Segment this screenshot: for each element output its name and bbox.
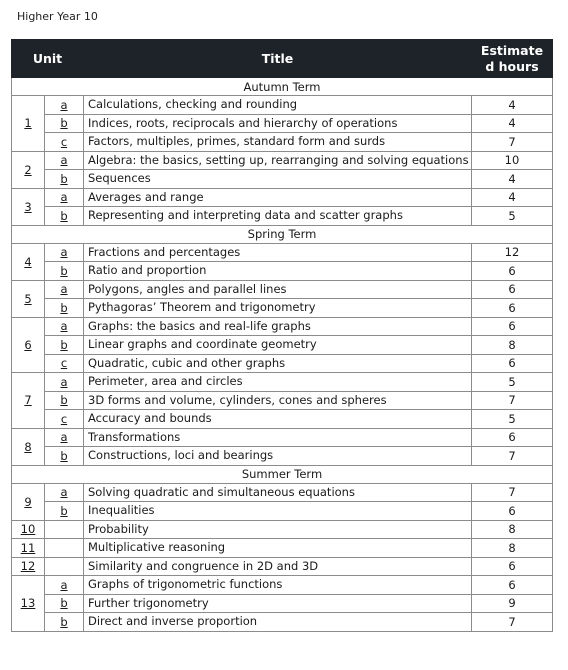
unit-number-link[interactable]: 10 (20, 522, 36, 537)
sub-unit-link[interactable]: b (60, 393, 68, 408)
sub-unit-link[interactable]: a (60, 245, 68, 260)
table-row (12, 317, 553, 336)
table-row (12, 520, 553, 539)
sub-unit-cell (45, 354, 84, 373)
unit-number-cell (12, 428, 45, 465)
sub-unit-link[interactable]: b (60, 448, 68, 463)
sub-unit-cell (45, 96, 84, 115)
topic-title-cell: Indices, roots, reciprocals and hierarchy of operations (84, 114, 472, 133)
estimated-hours-cell: 7 (472, 391, 553, 410)
sub-unit-link[interactable]: b (60, 208, 68, 223)
estimated-hours-cell: 4 (472, 114, 553, 133)
table-row (12, 207, 553, 226)
sub-unit-link[interactable]: a (60, 153, 68, 168)
estimated-hours-cell: 10 (472, 151, 553, 170)
estimated-hours-cell: 7 (472, 133, 553, 152)
estimated-hours-cell: 6 (472, 262, 553, 281)
topic-title-cell: Constructions, loci and bearings (84, 447, 472, 466)
topic-title-cell: Ratio and proportion (84, 262, 472, 281)
sub-unit-cell (45, 207, 84, 226)
topic-title-cell: Multiplicative reasoning (84, 539, 472, 558)
table-row (12, 96, 553, 115)
table-row (12, 133, 553, 152)
table-row (12, 151, 553, 170)
hours-header-line1: Estimate (480, 42, 544, 58)
unit-number-link[interactable]: 5 (24, 291, 32, 306)
estimated-hours-cell: 6 (472, 280, 553, 299)
topic-title-cell: Calculations, checking and rounding (84, 96, 472, 115)
sub-unit-link[interactable]: b (60, 116, 68, 131)
topic-title-cell: Quadratic, cubic and other graphs (84, 354, 472, 373)
unit-number-link[interactable]: 2 (24, 162, 32, 177)
sub-unit-cell (45, 262, 84, 281)
unit-number-link[interactable]: 12 (20, 559, 36, 574)
sub-unit-cell (45, 483, 84, 502)
term-heading: Spring Term (12, 225, 553, 243)
sub-unit-cell (45, 428, 84, 447)
unit-number-link[interactable]: 3 (24, 199, 32, 214)
sub-unit-cell (45, 317, 84, 336)
sub-unit-cell (45, 114, 84, 133)
estimated-hours-cell: 6 (472, 576, 553, 595)
estimated-hours-cell: 6 (472, 428, 553, 447)
table-row (12, 391, 553, 410)
topic-title-cell: Graphs of trigonometric functions (84, 576, 472, 595)
unit-number-link[interactable]: 7 (24, 393, 32, 408)
estimated-hours-cell: 8 (472, 520, 553, 539)
estimated-hours-cell: 4 (472, 96, 553, 115)
topic-title-cell: Probability (84, 520, 472, 539)
sub-unit-cell (45, 170, 84, 189)
sub-unit-link[interactable]: b (60, 337, 68, 352)
unit-number-link[interactable]: 11 (20, 540, 36, 555)
unit-number-cell (12, 317, 45, 373)
topic-title-cell: Direct and inverse proportion (84, 613, 472, 632)
sub-unit-link[interactable]: c (60, 356, 68, 371)
estimated-hours-cell: 7 (472, 483, 553, 502)
table-row (12, 557, 553, 576)
sub-unit-link[interactable]: a (60, 577, 68, 592)
estimated-hours-cell: 6 (472, 502, 553, 521)
table-row (12, 373, 553, 392)
sub-unit-link[interactable]: c (60, 411, 68, 426)
sub-unit-link[interactable]: a (60, 282, 68, 297)
sub-unit-link[interactable]: b (60, 263, 68, 278)
estimated-hours-cell: 8 (472, 336, 553, 355)
term-heading: Autumn Term (12, 78, 553, 96)
unit-number-cell (12, 243, 45, 280)
unit-number-link[interactable]: 9 (24, 494, 32, 509)
sub-unit-cell (45, 502, 84, 521)
sub-unit-cell (45, 299, 84, 318)
sub-unit-cell (45, 151, 84, 170)
sub-unit-link[interactable]: b (60, 614, 68, 629)
sub-unit-cell (45, 133, 84, 152)
unit-number-cell (12, 373, 45, 429)
sub-unit-cell (45, 243, 84, 262)
term-row (12, 465, 553, 483)
topic-title-cell: Similarity and congruence in 2D and 3D (84, 557, 472, 576)
estimated-hours-cell: 6 (472, 557, 553, 576)
table-row (12, 170, 553, 189)
estimated-hours-cell: 5 (472, 410, 553, 429)
unit-number-cell (12, 151, 45, 188)
estimated-hours-cell: 9 (472, 594, 553, 613)
table-row (12, 594, 553, 613)
sub-unit-link[interactable]: b (60, 171, 68, 186)
sub-unit-link[interactable]: a (60, 319, 68, 334)
unit-number-cell (12, 557, 45, 576)
table-row (12, 188, 553, 207)
estimated-hours-cell: 4 (472, 188, 553, 207)
topic-title-cell: Fractions and percentages (84, 243, 472, 262)
sub-unit-cell (45, 539, 84, 558)
topic-title-cell: Transformations (84, 428, 472, 447)
sub-unit-link[interactable]: b (60, 596, 68, 611)
sub-unit-cell (45, 391, 84, 410)
sub-unit-cell (45, 280, 84, 299)
estimated-hours-cell: 8 (472, 539, 553, 558)
unit-number-link[interactable]: 4 (24, 254, 32, 269)
topic-title-cell: Factors, multiples, primes, standard form and surds (84, 133, 472, 152)
sub-unit-cell (45, 410, 84, 429)
term-row (12, 78, 553, 96)
topic-title-cell: Solving quadratic and simultaneous equations (84, 483, 472, 502)
unit-number-cell (12, 539, 45, 558)
sub-unit-cell (45, 373, 84, 392)
unit-number-link[interactable]: 1 (24, 116, 32, 131)
sub-unit-cell (45, 336, 84, 355)
topic-title-cell: Averages and range (84, 188, 472, 207)
scheme-of-work-table (11, 39, 553, 632)
sub-unit-link[interactable]: b (60, 503, 68, 518)
title-column-header: Title (84, 40, 472, 78)
table-row (12, 243, 553, 262)
estimated-hours-cell: 5 (472, 373, 553, 392)
sub-unit-link[interactable]: a (60, 374, 68, 389)
topic-title-cell: Pythagoras’ Theorem and trigonometry (84, 299, 472, 318)
estimated-hours-cell: 6 (472, 354, 553, 373)
estimated-hours-cell: 6 (472, 317, 553, 336)
sub-unit-cell (45, 613, 84, 632)
estimated-hours-cell: 6 (472, 299, 553, 318)
table-row (12, 262, 553, 281)
table-row (12, 447, 553, 466)
sub-unit-link[interactable]: b (60, 300, 68, 315)
hours-column-header (472, 40, 553, 78)
sub-unit-link[interactable]: a (60, 97, 68, 112)
table-row (12, 354, 553, 373)
table-row (12, 539, 553, 558)
sub-unit-cell (45, 188, 84, 207)
unit-number-cell (12, 483, 45, 520)
estimated-hours-cell: 7 (472, 447, 553, 466)
table-body (12, 78, 553, 632)
estimated-hours-cell: 5 (472, 207, 553, 226)
sub-unit-cell (45, 447, 84, 466)
topic-title-cell: Perimeter, area and circles (84, 373, 472, 392)
unit-number-link[interactable]: 8 (24, 439, 32, 454)
term-row (12, 225, 553, 243)
topic-title-cell: Sequences (84, 170, 472, 189)
table-row (12, 576, 553, 595)
sub-unit-cell (45, 557, 84, 576)
table-row (12, 280, 553, 299)
topic-title-cell: Further trigonometry (84, 594, 472, 613)
table-row (12, 502, 553, 521)
topic-title-cell: Accuracy and bounds (84, 410, 472, 429)
sub-unit-link[interactable]: a (60, 485, 68, 500)
unit-column-header: Unit (12, 40, 84, 78)
topic-title-cell: Polygons, angles and parallel lines (84, 280, 472, 299)
unit-number-cell (12, 520, 45, 539)
topic-title-cell: Graphs: the basics and real-life graphs (84, 317, 472, 336)
unit-number-cell (12, 96, 45, 152)
topic-title-cell: Linear graphs and coordinate geometry (84, 336, 472, 355)
estimated-hours-cell: 4 (472, 170, 553, 189)
table-row (12, 114, 553, 133)
sub-unit-cell (45, 576, 84, 595)
sub-unit-link[interactable]: c (60, 134, 68, 149)
table-row (12, 428, 553, 447)
sub-unit-cell (45, 520, 84, 539)
unit-number-link[interactable]: 13 (20, 596, 36, 611)
topic-title-cell: 3D forms and volume, cylinders, cones and spheres (84, 391, 472, 410)
sub-unit-link[interactable]: a (60, 190, 68, 205)
table-row (12, 483, 553, 502)
sub-unit-link[interactable]: a (60, 430, 68, 445)
unit-number-cell (12, 280, 45, 317)
estimated-hours-cell: 7 (472, 613, 553, 632)
table-header-row (12, 40, 553, 78)
estimated-hours-cell: 12 (472, 243, 553, 262)
hours-header-line2: d hours (485, 58, 539, 74)
topic-title-cell: Representing and interpreting data and scatter graphs (84, 207, 472, 226)
table-row (12, 299, 553, 318)
sub-unit-cell (45, 594, 84, 613)
topic-title-cell: Inequalities (84, 502, 472, 521)
page-caption: Higher Year 10 (17, 10, 98, 23)
unit-number-link[interactable]: 6 (24, 337, 32, 352)
unit-number-cell (12, 188, 45, 225)
table-row (12, 410, 553, 429)
topic-title-cell: Algebra: the basics, setting up, rearranging and solving equations (84, 151, 472, 170)
term-heading: Summer Term (12, 465, 553, 483)
table-row (12, 613, 553, 632)
table-row (12, 336, 553, 355)
unit-number-cell (12, 576, 45, 632)
